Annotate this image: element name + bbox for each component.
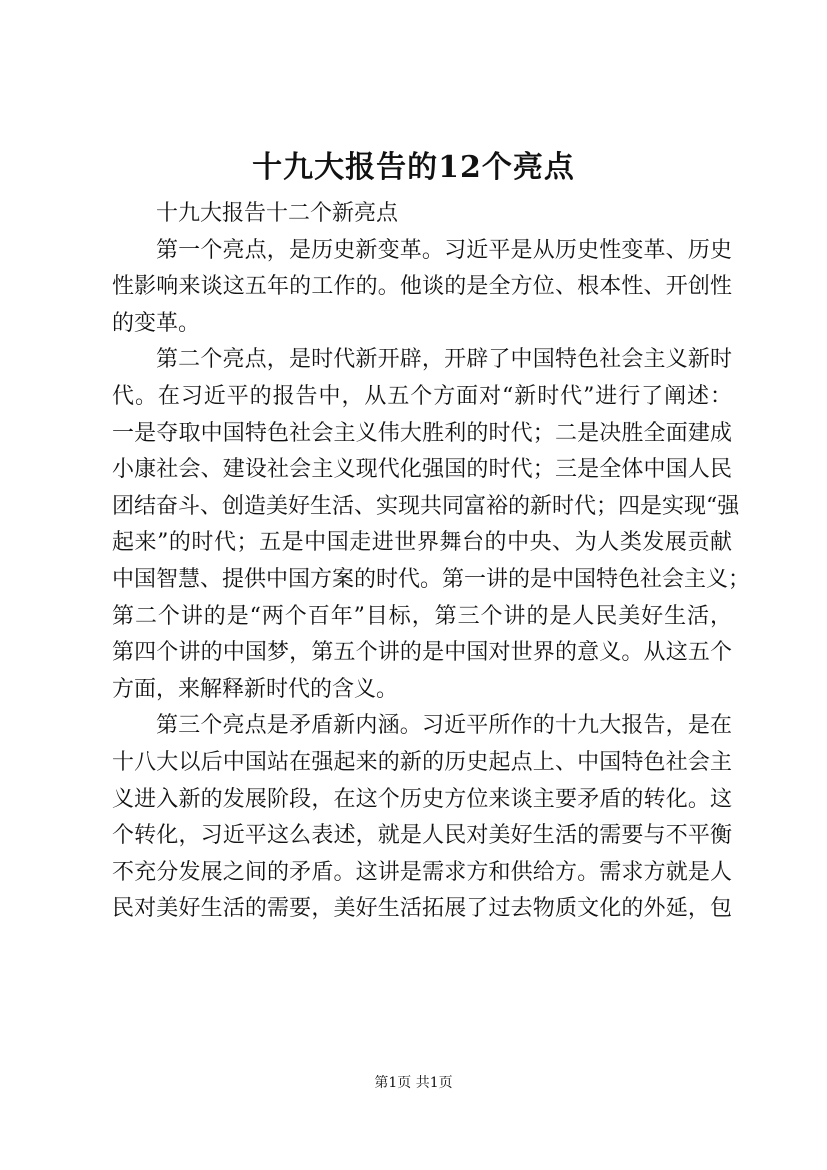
paragraph-line: 一是夺取中国特色社会主义伟大胜利的时代；二是决胜全面建成: [112, 420, 732, 446]
paragraph-3: [112, 708, 732, 928]
paragraph-line: 中国智慧、提供中国方案的时代。第一讲的是中国特色社会主义；: [112, 566, 751, 592]
paragraph-line: 第一个亮点，是历史新变革。习近平是从历史性变革、历史: [156, 237, 732, 263]
paragraph-line: 起来”的时代；五是中国走进世界舞台的中央、为人类发展贡献: [112, 530, 732, 556]
paragraph-line: 义进入新的发展阶段，在这个历史方位来谈主要矛盾的转化。这: [112, 786, 732, 812]
paragraph-line: 第二个亮点，是时代新开辟，开辟了中国特色社会主义新时: [156, 347, 732, 373]
paragraph-line: 第四个讲的中国梦，第五个讲的是中国对世界的意义。从这五个: [112, 640, 732, 666]
paragraph-1: [112, 233, 732, 343]
paragraph-line: 方面，来解释新时代的含义。: [112, 676, 399, 702]
paragraph-line: 小康社会、建设社会主义现代化强国的时代；三是全体中国人民: [112, 457, 732, 483]
paragraph-line: 第三个亮点是矛盾新内涵。习近平所作的十九大报告，是在: [156, 713, 732, 739]
paragraph-line: 十八大以后中国站在强起来的新的历史起点上、中国特色社会主: [112, 749, 732, 775]
paragraph-line: 第二个讲的是“两个百年”目标，第三个讲的是人民美好生活，: [112, 603, 732, 629]
paragraph-line: 的变革。: [112, 310, 201, 336]
paragraph-line: 代。在习近平的报告中，从五个方面对“新时代”进行了阐述：: [112, 383, 732, 409]
paragraph-line: 不充分发展之间的矛盾。这讲是需求方和供给方。需求方就是人: [112, 859, 732, 885]
paragraph-line: 团结奋斗、创造美好生活、实现共同富裕的新时代；四是实现“强: [112, 493, 740, 519]
paragraph-line: 民对美好生活的需要，美好生活拓展了过去物质文化的外延，包: [112, 896, 732, 922]
document-title: 十九大报告的12个亮点: [252, 150, 575, 185]
page-footer: 第1页 共1页: [374, 1075, 453, 1091]
document-subtitle: 十九大报告十二个新亮点: [156, 201, 399, 226]
paragraph-line: 个转化，习近平这么表述，就是人民对美好生活的需要与不平衡: [112, 823, 732, 849]
document-body: [112, 196, 751, 928]
paragraph-line: 性影响来谈这五年的工作的。他谈的是全方位、根本性、开创性: [112, 274, 732, 300]
paragraph-2: [112, 342, 751, 708]
